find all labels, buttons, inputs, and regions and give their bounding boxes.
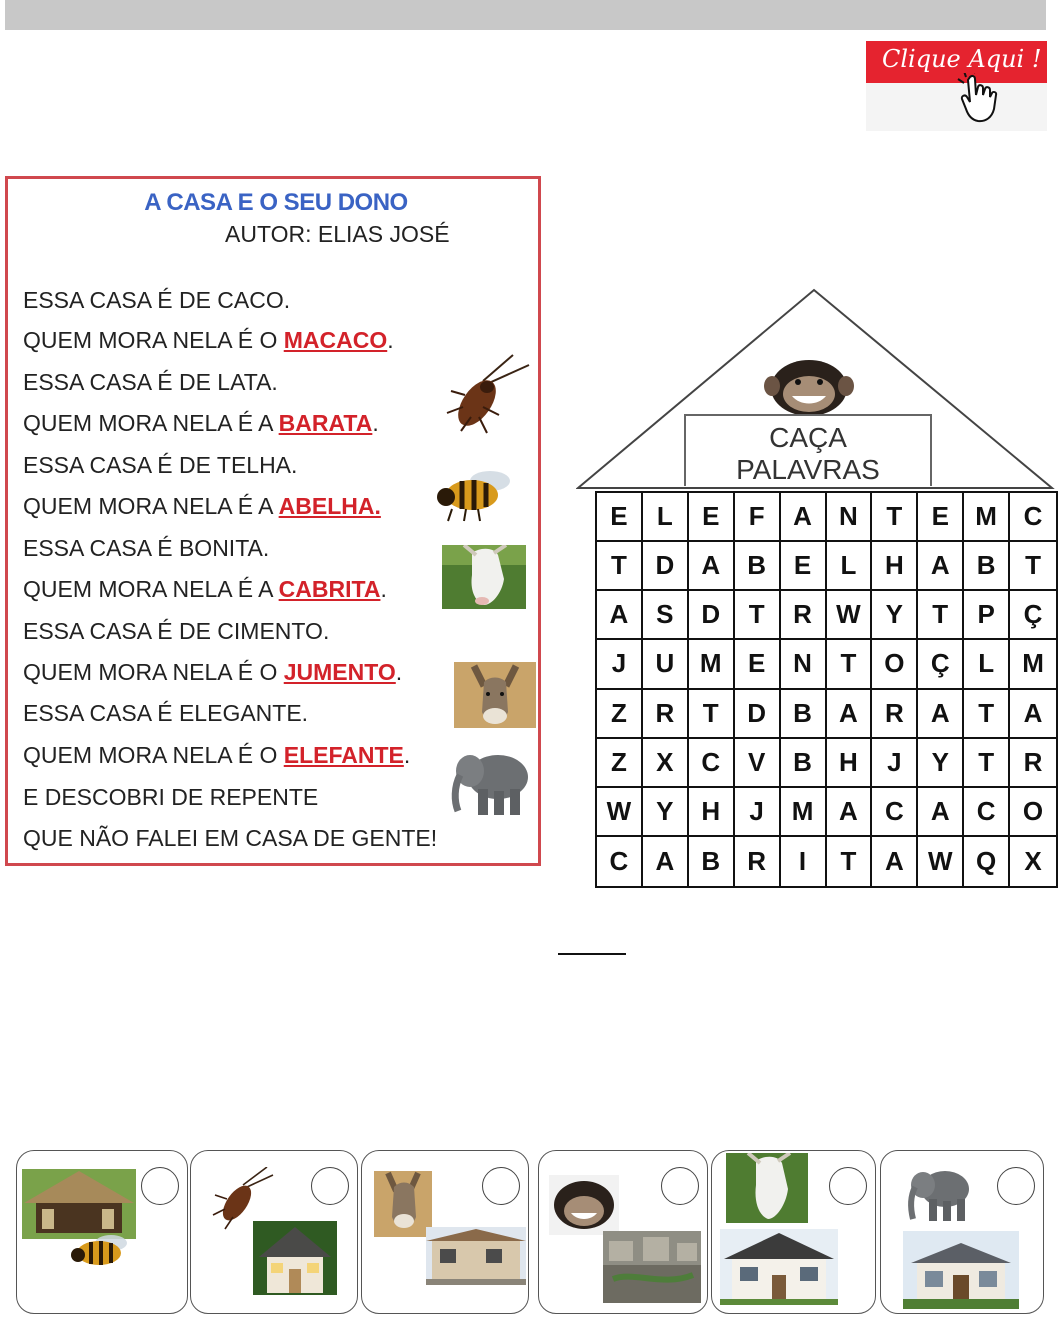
grid-cell[interactable]: O: [872, 640, 918, 689]
poem-line: [23, 742, 410, 769]
grid-cell[interactable]: L: [827, 542, 873, 591]
grid-cell[interactable]: R: [1010, 739, 1056, 788]
donkey-icon: [454, 662, 536, 728]
small-cottage-icon: [253, 1221, 339, 1297]
poem-line: [23, 618, 329, 645]
caca-palavras-label: [684, 414, 932, 486]
cement-house-icon: [426, 1227, 528, 1287]
grid-cell[interactable]: E: [689, 493, 735, 542]
ruined-wall-icon: [603, 1231, 703, 1305]
grid-cell[interactable]: E: [597, 493, 643, 542]
poem-line: [23, 576, 387, 603]
poem-line-text: QUEM MORA NELA É O: [23, 742, 284, 768]
match-card: [711, 1150, 876, 1314]
grid-cell[interactable]: N: [781, 640, 827, 689]
goat-icon: [726, 1153, 810, 1225]
poem-line: [23, 452, 297, 479]
grid-cell[interactable]: B: [689, 837, 735, 886]
grid-cell[interactable]: H: [689, 788, 735, 837]
grid-cell[interactable]: M: [781, 788, 827, 837]
grid-cell[interactable]: B: [735, 542, 781, 591]
poem-line-text: E DESCOBRI DE REPENTE: [23, 784, 319, 810]
poem-box: [5, 176, 541, 866]
grid-cell[interactable]: Y: [643, 788, 689, 837]
poem-line-answer: BARATA: [278, 410, 373, 436]
grid-cell[interactable]: L: [643, 493, 689, 542]
grid-cell[interactable]: J: [872, 739, 918, 788]
pointing-hand-icon: [956, 73, 1008, 125]
top-gray-bar: [5, 0, 1046, 30]
poem-line-text: ESSA CASA É DE CACO.: [23, 287, 291, 313]
poem-line-answer: ELEFANTE: [283, 742, 404, 768]
poem-line: [23, 825, 437, 852]
elegant-house-icon: [903, 1231, 1021, 1311]
poem-title: A CASA E O SEU DONO: [144, 189, 408, 216]
grid-cell[interactable]: Ç: [918, 640, 964, 689]
poem-line: [23, 327, 394, 354]
bee-icon: [432, 463, 518, 523]
poem-line-text: QUEM MORA NELA É A: [23, 576, 279, 602]
grid-cell[interactable]: L: [964, 640, 1010, 689]
grid-cell[interactable]: R: [643, 690, 689, 739]
grid-cell[interactable]: T: [964, 690, 1010, 739]
grid-cell[interactable]: I: [781, 837, 827, 886]
grid-cell[interactable]: T: [827, 837, 873, 886]
grid-cell[interactable]: W: [827, 591, 873, 640]
poem-line-punct: .: [387, 327, 394, 353]
grid-cell[interactable]: A: [827, 690, 873, 739]
grid-cell[interactable]: Z: [597, 690, 643, 739]
grid-cell[interactable]: A: [689, 542, 735, 591]
grid-cell[interactable]: Ç: [1010, 591, 1056, 640]
poem-line-answer: CABRITA: [278, 576, 381, 602]
answer-circle[interactable]: [482, 1167, 520, 1205]
poem-line-answer: ABELHA.: [278, 493, 381, 519]
grid-cell[interactable]: Y: [918, 739, 964, 788]
poem-line: [23, 535, 269, 562]
poem-line-answer: MACACO: [283, 327, 388, 353]
poem-line-text: ESSA CASA É DE TELHA.: [23, 452, 298, 478]
cta-label: Clique Aqui !: [882, 45, 1042, 73]
grid-cell[interactable]: H: [872, 542, 918, 591]
grid-cell[interactable]: M: [1010, 640, 1056, 689]
grid-cell[interactable]: C: [689, 739, 735, 788]
poem-line: [23, 493, 381, 520]
answer-circle[interactable]: [141, 1167, 179, 1205]
poem-line: [23, 410, 379, 437]
grid-cell[interactable]: C: [597, 837, 643, 886]
poem-line: [23, 659, 402, 686]
grid-cell[interactable]: H: [827, 739, 873, 788]
pretty-house-icon: [720, 1229, 840, 1307]
grid-cell[interactable]: R: [781, 591, 827, 640]
poem-line-text: ESSA CASA É DE CIMENTO.: [23, 618, 330, 644]
grid-cell[interactable]: M: [964, 493, 1010, 542]
grid-cell[interactable]: V: [735, 739, 781, 788]
answer-circle[interactable]: [997, 1167, 1035, 1205]
grid-cell[interactable]: A: [1010, 690, 1056, 739]
grid-cell[interactable]: T: [918, 591, 964, 640]
word-search-grid: [595, 491, 1058, 888]
grid-cell[interactable]: D: [643, 542, 689, 591]
poem-line-punct: .: [403, 742, 411, 768]
grid-cell[interactable]: M: [689, 640, 735, 689]
grid-cell[interactable]: F: [735, 493, 781, 542]
grid-cell[interactable]: A: [918, 690, 964, 739]
grid-cell[interactable]: O: [1010, 788, 1056, 837]
grid-cell[interactable]: A: [918, 788, 964, 837]
grid-cell[interactable]: T: [872, 493, 918, 542]
poem-line-text: ESSA CASA É ELEGANTE.: [23, 700, 309, 726]
grid-cell[interactable]: A: [872, 837, 918, 886]
cockroach-icon: [443, 351, 533, 437]
grid-cell[interactable]: D: [689, 591, 735, 640]
elephant-icon: [444, 745, 534, 817]
poem-line-text: QUEM MORA NELA É A: [23, 493, 279, 519]
poem-line: [23, 287, 290, 314]
grid-cell[interactable]: Q: [964, 837, 1010, 886]
poem-line: [23, 700, 308, 727]
answer-circle[interactable]: [829, 1167, 867, 1205]
caca-label-line1: CAÇA: [769, 422, 847, 453]
blank-underline: [558, 953, 626, 955]
goat-icon: [442, 545, 526, 609]
grid-cell[interactable]: A: [597, 591, 643, 640]
grid-cell[interactable]: Z: [597, 739, 643, 788]
grid-cell[interactable]: T: [964, 739, 1010, 788]
poem-line-text: ESSA CASA É DE LATA.: [23, 369, 278, 395]
caca-label-line2: PALAVRAS: [736, 454, 880, 485]
monkey-icon: [762, 356, 856, 416]
grid-cell[interactable]: C: [872, 788, 918, 837]
grid-cell[interactable]: W: [918, 837, 964, 886]
match-card: [190, 1150, 358, 1314]
grid-cell[interactable]: E: [918, 493, 964, 542]
poem-line: [23, 369, 278, 396]
grid-cell[interactable]: W: [597, 788, 643, 837]
clique-aqui-button[interactable]: [866, 41, 1047, 131]
match-card: [880, 1150, 1044, 1314]
bee-icon: [69, 1227, 139, 1275]
grid-cell[interactable]: T: [827, 640, 873, 689]
grid-cell[interactable]: A: [827, 788, 873, 837]
grid-cell[interactable]: X: [643, 739, 689, 788]
grid-cell[interactable]: T: [597, 542, 643, 591]
poem-line-text: QUEM MORA NELA É A: [23, 410, 279, 436]
grid-cell[interactable]: A: [643, 837, 689, 886]
grid-cell[interactable]: E: [735, 640, 781, 689]
poem-author: AUTOR: ELIAS JOSÉ: [225, 221, 450, 247]
grid-cell[interactable]: E: [781, 542, 827, 591]
poem-line-text: QUEM MORA NELA É O: [23, 659, 284, 685]
grid-cell[interactable]: B: [781, 739, 827, 788]
grid-cell[interactable]: C: [1010, 493, 1056, 542]
donkey-icon: [374, 1171, 432, 1239]
grid-cell[interactable]: A: [918, 542, 964, 591]
grid-cell[interactable]: U: [643, 640, 689, 689]
grid-cell[interactable]: S: [643, 591, 689, 640]
grid-cell[interactable]: B: [964, 542, 1010, 591]
poem-line-text: QUEM MORA NELA É O: [23, 327, 284, 353]
grid-cell[interactable]: B: [781, 690, 827, 739]
grid-cell[interactable]: A: [781, 493, 827, 542]
grid-cell[interactable]: R: [872, 690, 918, 739]
grid-cell[interactable]: J: [735, 788, 781, 837]
grid-cell[interactable]: P: [964, 591, 1010, 640]
poem-line-text: ESSA CASA É BONITA.: [23, 535, 270, 561]
match-card: [538, 1150, 708, 1314]
grid-cell[interactable]: T: [735, 591, 781, 640]
grid-cell[interactable]: C: [964, 788, 1010, 837]
grid-cell[interactable]: N: [827, 493, 873, 542]
elephant-icon: [903, 1163, 975, 1223]
grid-cell[interactable]: Y: [872, 591, 918, 640]
match-card: [361, 1150, 529, 1314]
match-card: [16, 1150, 188, 1314]
poem-line-punct: .: [380, 576, 387, 602]
poem-line: [23, 784, 318, 811]
grid-cell[interactable]: T: [689, 690, 735, 739]
grid-cell[interactable]: J: [597, 640, 643, 689]
answer-circle[interactable]: [661, 1167, 699, 1205]
monkey-icon: [549, 1175, 621, 1237]
poem-line-answer: JUMENTO: [283, 659, 396, 685]
grid-cell[interactable]: X: [1024, 845, 1042, 876]
poem-line-punct: .: [395, 659, 403, 685]
poem-line-text: QUE NÃO FALEI EM CASA DE GENTE!: [23, 825, 438, 851]
grid-cell[interactable]: D: [735, 690, 781, 739]
grid-cell[interactable]: T: [1010, 542, 1056, 591]
answer-circle[interactable]: [311, 1167, 349, 1205]
poem-line-punct: .: [372, 410, 379, 436]
grid-cell[interactable]: R: [735, 837, 781, 886]
